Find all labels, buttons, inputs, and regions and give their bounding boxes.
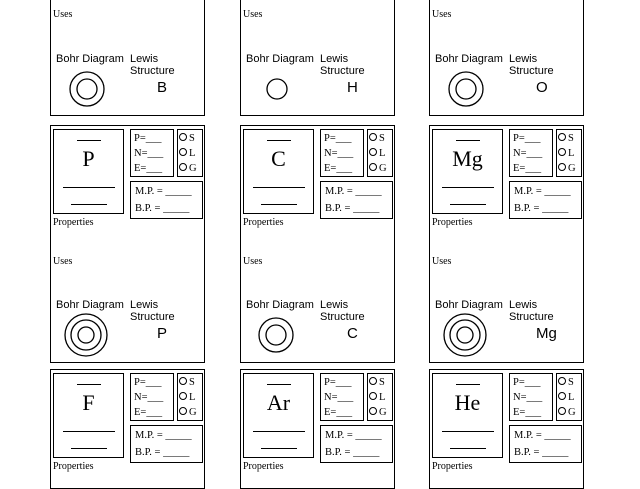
melting-point-field: M.P. = _____ xyxy=(325,430,382,441)
atomic-number-line xyxy=(456,384,480,385)
radio-bubble xyxy=(179,407,187,415)
element-symbol-box xyxy=(53,373,124,458)
state-gas-label: G xyxy=(568,163,576,174)
state-liquid-option[interactable] xyxy=(558,390,581,405)
element-symbol: F xyxy=(82,390,95,415)
state-gas-option[interactable] xyxy=(558,161,581,176)
uses-label: Uses xyxy=(53,256,73,267)
state-gas-label: G xyxy=(189,407,197,418)
electrons-field: E=___ xyxy=(324,407,353,418)
uses-label: Uses xyxy=(243,9,263,20)
lewis-structure-symbol: B xyxy=(157,79,168,96)
bohr-ring xyxy=(449,72,483,106)
state-gas-option[interactable] xyxy=(369,405,392,420)
uses-label: Uses xyxy=(432,9,452,20)
element-symbol-box xyxy=(243,373,314,458)
melting-boiling-box xyxy=(320,425,393,463)
atomic-number-line xyxy=(77,140,101,141)
state-liquid-label: L xyxy=(379,148,386,159)
state-liquid-label: L xyxy=(379,392,386,403)
bohr-ring xyxy=(456,79,476,99)
bohr-diagram xyxy=(446,69,486,109)
atomic-number-line xyxy=(77,384,101,385)
element-card-c xyxy=(240,125,395,363)
lewis-structure-symbol: Mg xyxy=(536,325,557,342)
protons-field: P=___ xyxy=(324,133,352,144)
element-name-line xyxy=(253,431,305,432)
radio-bubble xyxy=(369,407,377,415)
element-symbol-box xyxy=(53,129,124,214)
melting-point-field: M.P. = _____ xyxy=(135,186,192,197)
melting-point-field: M.P. = _____ xyxy=(514,430,571,441)
state-liquid-label: L xyxy=(568,392,575,403)
bohr-ring xyxy=(450,320,480,350)
state-gas-label: G xyxy=(379,407,387,418)
state-liquid-option[interactable] xyxy=(179,390,202,405)
state-gas-option[interactable] xyxy=(369,161,392,176)
protons-field: P=___ xyxy=(134,377,162,388)
bohr-ring xyxy=(259,318,293,352)
particle-count-box xyxy=(320,373,364,421)
bohr-diagram xyxy=(257,69,297,109)
boiling-point-field: B.P. = _____ xyxy=(135,447,190,458)
uses-label: Uses xyxy=(243,256,263,267)
radio-bubble xyxy=(369,392,377,400)
lewis-structure-symbol: C xyxy=(347,325,358,342)
melting-point-field: M.P. = _____ xyxy=(325,186,382,197)
state-solid-option[interactable] xyxy=(369,375,392,390)
protons-field: P=___ xyxy=(324,377,352,388)
element-symbol-box xyxy=(432,129,503,214)
bohr-ring xyxy=(267,79,287,99)
properties-label: Properties xyxy=(53,461,94,472)
element-symbol: He xyxy=(454,390,481,415)
bohr-ring xyxy=(78,327,94,343)
atomic-mass-line xyxy=(450,204,486,205)
state-solid-option[interactable] xyxy=(179,131,202,146)
bohr-ring xyxy=(71,320,101,350)
state-of-matter-box xyxy=(177,373,203,421)
uses-label: Uses xyxy=(432,256,452,267)
atomic-mass-line xyxy=(261,448,297,449)
properties-label: Properties xyxy=(243,217,284,228)
lewis-structure-label: Lewis Structure xyxy=(320,299,365,323)
radio-bubble xyxy=(558,163,566,171)
radio-bubble xyxy=(558,392,566,400)
boiling-point-field: B.P. = _____ xyxy=(514,203,569,214)
element-symbol: Ar xyxy=(266,390,291,415)
properties-label: Properties xyxy=(53,217,94,228)
radio-bubble xyxy=(179,133,187,141)
state-solid-label: S xyxy=(189,133,195,144)
radio-bubble xyxy=(179,148,187,156)
state-solid-label: S xyxy=(379,133,385,144)
element-symbol: C xyxy=(271,146,286,171)
particle-count-box xyxy=(130,129,174,177)
atomic-number-line xyxy=(456,140,480,141)
element-card-o xyxy=(429,0,584,116)
state-gas-option[interactable] xyxy=(179,405,202,420)
state-of-matter-box xyxy=(556,129,582,177)
element-card-he xyxy=(429,369,584,489)
state-solid-option[interactable] xyxy=(558,375,581,390)
protons-field: P=___ xyxy=(134,133,162,144)
radio-bubble xyxy=(558,148,566,156)
lewis-structure-label: Lewis Structure xyxy=(320,53,365,77)
uses-label: Uses xyxy=(53,9,73,20)
bohr-ring xyxy=(70,72,104,106)
state-gas-option[interactable] xyxy=(558,405,581,420)
boiling-point-field: B.P. = _____ xyxy=(514,447,569,458)
bohr-diagram-label: Bohr Diagram xyxy=(246,299,314,311)
bohr-diagram xyxy=(252,311,300,359)
lewis-structure-label: Lewis Structure xyxy=(509,53,554,77)
state-solid-option[interactable] xyxy=(558,131,581,146)
boiling-point-field: B.P. = _____ xyxy=(325,447,380,458)
bohr-diagram-label: Bohr Diagram xyxy=(435,53,503,65)
bohr-ring xyxy=(266,325,286,345)
element-card-ar xyxy=(240,369,395,489)
state-of-matter-box xyxy=(556,373,582,421)
element-name-line xyxy=(442,187,494,188)
state-solid-option[interactable] xyxy=(369,131,392,146)
atomic-mass-line xyxy=(71,204,107,205)
atomic-mass-line xyxy=(450,448,486,449)
particle-count-box xyxy=(130,373,174,421)
properties-label: Properties xyxy=(243,461,284,472)
radio-bubble xyxy=(179,392,187,400)
melting-boiling-box xyxy=(130,181,203,219)
neutrons-field: N=___ xyxy=(134,392,164,403)
element-name-line xyxy=(63,431,115,432)
element-card-p xyxy=(50,125,205,363)
state-of-matter-box xyxy=(367,373,393,421)
state-gas-label: G xyxy=(189,163,197,174)
state-solid-label: S xyxy=(189,377,195,388)
atomic-number-line xyxy=(267,140,291,141)
bohr-diagram xyxy=(62,311,110,359)
atomic-mass-line xyxy=(71,448,107,449)
state-gas-option[interactable] xyxy=(179,161,202,176)
element-symbol-box xyxy=(243,129,314,214)
electrons-field: E=___ xyxy=(513,407,542,418)
state-liquid-option[interactable] xyxy=(558,146,581,161)
state-of-matter-box xyxy=(177,129,203,177)
state-gas-label: G xyxy=(568,407,576,418)
state-solid-label: S xyxy=(379,377,385,388)
melting-boiling-box xyxy=(509,425,582,463)
bohr-ring xyxy=(77,79,97,99)
particle-count-box xyxy=(320,129,364,177)
radio-bubble xyxy=(369,148,377,156)
protons-field: P=___ xyxy=(513,133,541,144)
state-liquid-option[interactable] xyxy=(369,390,392,405)
bohr-diagram xyxy=(441,311,489,359)
state-of-matter-box xyxy=(367,129,393,177)
state-liquid-label: L xyxy=(189,392,196,403)
melting-boiling-box xyxy=(509,181,582,219)
properties-label: Properties xyxy=(432,217,473,228)
element-name-line xyxy=(442,431,494,432)
element-symbol-box xyxy=(432,373,503,458)
electrons-field: E=___ xyxy=(134,163,163,174)
boiling-point-field: B.P. = _____ xyxy=(135,203,190,214)
electrons-field: E=___ xyxy=(513,163,542,174)
lewis-structure-symbol: O xyxy=(536,79,548,96)
element-name-line xyxy=(253,187,305,188)
boiling-point-field: B.P. = _____ xyxy=(325,203,380,214)
bohr-diagram-label: Bohr Diagram xyxy=(56,299,124,311)
radio-bubble xyxy=(558,133,566,141)
radio-bubble xyxy=(369,163,377,171)
neutrons-field: N=___ xyxy=(324,392,354,403)
protons-field: P=___ xyxy=(513,377,541,388)
state-solid-option[interactable] xyxy=(179,375,202,390)
state-liquid-option[interactable] xyxy=(179,146,202,161)
melting-boiling-box xyxy=(130,425,203,463)
electrons-field: E=___ xyxy=(324,163,353,174)
radio-bubble xyxy=(179,377,187,385)
bohr-diagram xyxy=(67,69,107,109)
state-solid-label: S xyxy=(568,133,574,144)
melting-point-field: M.P. = _____ xyxy=(135,430,192,441)
state-liquid-label: L xyxy=(189,148,196,159)
bohr-ring xyxy=(457,327,473,343)
state-solid-label: S xyxy=(568,377,574,388)
electrons-field: E=___ xyxy=(134,407,163,418)
lewis-structure-label: Lewis Structure xyxy=(130,299,175,323)
neutrons-field: N=___ xyxy=(134,148,164,159)
lewis-structure-symbol: P xyxy=(157,325,168,342)
element-symbol: Mg xyxy=(452,146,483,171)
neutrons-field: N=___ xyxy=(324,148,354,159)
neutrons-field: N=___ xyxy=(513,392,543,403)
radio-bubble xyxy=(369,377,377,385)
bohr-diagram-label: Bohr Diagram xyxy=(435,299,503,311)
radio-bubble xyxy=(558,407,566,415)
particle-count-box xyxy=(509,129,553,177)
melting-boiling-box xyxy=(320,181,393,219)
melting-point-field: M.P. = _____ xyxy=(514,186,571,197)
element-card-h xyxy=(240,0,395,116)
neutrons-field: N=___ xyxy=(513,148,543,159)
properties-label: Properties xyxy=(432,461,473,472)
element-card-b xyxy=(50,0,205,116)
state-liquid-label: L xyxy=(568,148,575,159)
bohr-diagram-label: Bohr Diagram xyxy=(56,53,124,65)
element-name-line xyxy=(63,187,115,188)
element-card-f xyxy=(50,369,205,489)
atomic-number-line xyxy=(267,384,291,385)
state-gas-label: G xyxy=(379,163,387,174)
atomic-mass-line xyxy=(261,204,297,205)
element-symbol: P xyxy=(82,146,95,171)
radio-bubble xyxy=(369,133,377,141)
lewis-structure-label: Lewis Structure xyxy=(130,53,175,77)
element-card-mg xyxy=(429,125,584,363)
radio-bubble xyxy=(179,163,187,171)
lewis-structure-symbol: H xyxy=(347,79,358,96)
state-liquid-option[interactable] xyxy=(369,146,392,161)
radio-bubble xyxy=(558,377,566,385)
particle-count-box xyxy=(509,373,553,421)
lewis-structure-label: Lewis Structure xyxy=(509,299,554,323)
bohr-diagram-label: Bohr Diagram xyxy=(246,53,314,65)
